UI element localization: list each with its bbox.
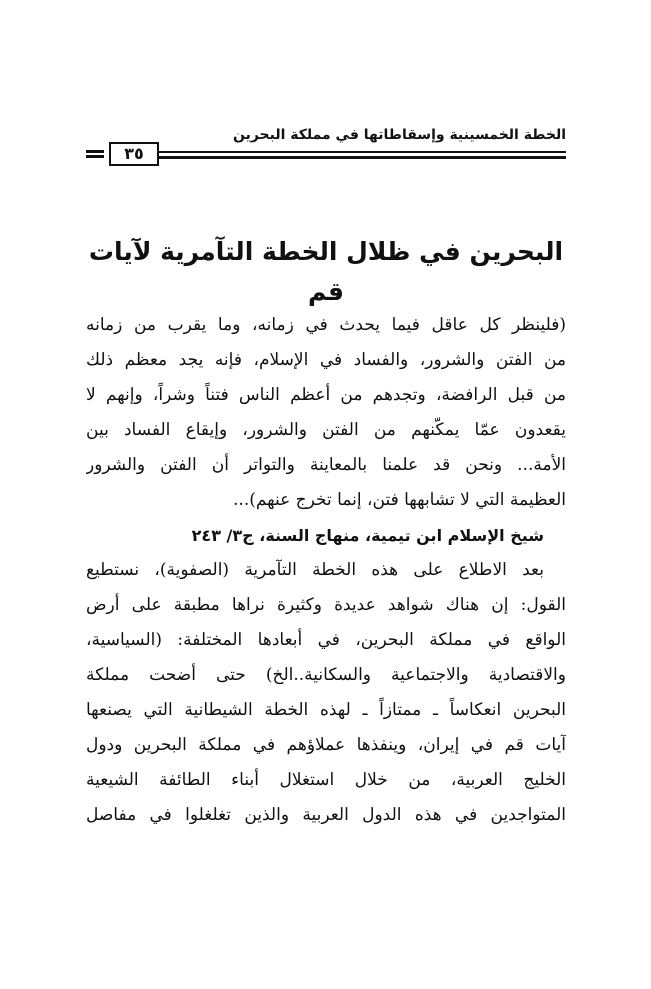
paragraph-line: بعد الاطلاع على هذه الخطة التآمرية (الصفوية)، نستطيع	[86, 560, 544, 580]
paragraph-line: المتواجدين في هذه الدول العربية والذين تغلغلوا في مفاصل	[86, 805, 566, 825]
quote-line: من قبل الرافضة، وتجدهم من أعظم الناس فتناً وشراً، وإنهم لا	[86, 385, 566, 405]
running-title: الخطة الخمسينية وإسقاطاتها في مملكة البحرين	[232, 127, 566, 143]
paragraph-line: القول: إن هناك شواهد عديدة وكثيرة نراها مطبقة على أرض	[86, 595, 566, 615]
body-text	[86, 308, 566, 833]
quote-line: من الفتن والشرور، والفساد في الإسلام، فإنه يجد معظم ذلك	[86, 350, 566, 370]
header-rule	[159, 151, 566, 161]
quote-line: العظيمة التي لا تشابهها فتن، إنما تخرج عنهم)...	[233, 490, 566, 510]
quote-source: شيخ الإسلام ابن تيمية، منهاج السنة، ج٣/ ٢٤٣	[191, 526, 544, 545]
quote-line: (فلينظر كل عاقل فيما يحدث في زمانه، وما يقرب من زمانه	[86, 315, 566, 335]
paragraph-line: الخليج العربية، من خلال استغلال أبناء الطائفة الشيعية	[86, 770, 566, 790]
quote-line: الأمة... ونحن قد علمنا بالمعاينة والتواتر أن الفتن والشرور	[86, 455, 566, 475]
running-header	[86, 125, 566, 165]
page-number: ٣٥	[109, 142, 159, 166]
page-number-dash	[86, 150, 104, 158]
quote-line: يقعدون عمّا يمكّنهم من الفتن والشرور، وإيقاع الفساد بين	[86, 420, 566, 440]
paragraph-line: والاقتصادية والاجتماعية والسكانية..الخ) حتى أضحت مملكة	[86, 665, 566, 685]
paragraph-line: آيات قم في إيران، وينفذها عملاؤهم في مملكة البحرين ودول	[86, 735, 566, 755]
chapter-title: البحرين في ظلال الخطة التآمرية لآيات قم	[88, 237, 564, 306]
paragraph-line: الواقع في مملكة البحرين، في أبعادها المختلفة: (السياسية،	[86, 630, 566, 650]
paragraph-line: البحرين انعكاساً ـ ممتازاً ـ لهذه الخطة الشيطانية التي يصنعها	[86, 700, 566, 720]
